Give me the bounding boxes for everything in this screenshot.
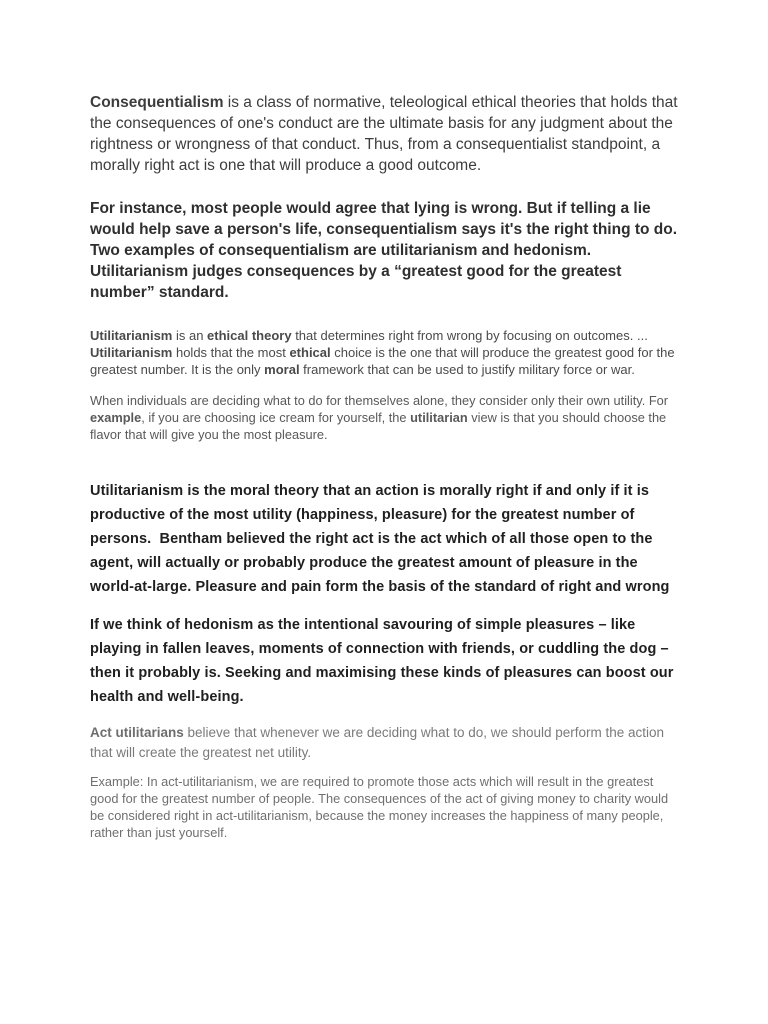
text-run: is a class of normative, teleological ethical theories that holds that the consequences of one's conduct are the ultimate basis for any judgment about the rightness or wrongness of that conduct. Thus, from a consequentialist standpoint, a morally right act is one that will produce a good outcome.	[90, 94, 678, 174]
bold-run: utilitarian	[410, 410, 468, 425]
text-run: , if you are choosing ice cream for yourself, the	[141, 410, 411, 425]
text-run: When individuals are deciding what to do for themselves alone, they consider only their own utility. For	[90, 393, 669, 408]
bold-run: consequentialism	[326, 221, 458, 238]
bold-run: moral	[264, 362, 300, 377]
paragraph-utilitarianism-moral-theory	[90, 479, 678, 599]
paragraph-utilitarianism-ethical-theory	[90, 327, 678, 378]
bold-run: Act utilitarians	[90, 725, 184, 740]
text-run: For instance, most people would agree that lying is wrong. But if telling a lie would help save a person's life,	[90, 200, 651, 238]
text-run: view is that you should choose the flavor that will give you the most pleasure.	[90, 410, 667, 442]
bold-run: ethical theory	[207, 328, 292, 343]
text-run: as the intentional savouring of simple pleasures – like playing in fallen leaves, moments of connection with friends, or cuddling the dog – then it probably is. Seeking and maximising these kinds of pleasures can boost our health and well-being.	[90, 617, 674, 705]
bold-run: hedonism	[184, 617, 254, 633]
paragraph-consequentialism-example	[90, 198, 678, 303]
bold-run: consequentialism	[218, 242, 350, 259]
text-run: is the moral theory that an action is morally right if and only if it is productive of the most utility (happiness, pleasure) for the greatest number of persons. Bentham believed the right act is the act which of all those open to the agent, will actually or probably produce the greatest amount of pleasure in the world-at-large. Pleasure and pain form the basis of the standard of right and wrong	[90, 483, 670, 595]
text-run: Example: In act-utilitarianism, we are required to promote those acts which will result in the greatest good for the greatest number of people. The consequences of the act of giving money to charity would be considered right in act-utilitarianism, because the money increases the happiness of many people, rather than just yourself.	[90, 774, 669, 840]
text-run: believe that whenever we are deciding what to do, we should perform the action that will create the greatest net utility.	[90, 725, 665, 760]
bold-run: ethical	[289, 345, 331, 360]
text-run: holds that the most	[172, 345, 290, 360]
paragraph-hedonism	[90, 613, 678, 709]
paragraph-consequentialism-definition	[90, 92, 678, 176]
bold-run: Utilitarianism	[90, 328, 173, 343]
bold-run: examples	[124, 242, 195, 259]
paragraph-individual-utility	[90, 392, 678, 443]
text-run: If we think of	[90, 617, 185, 633]
bold-run: example	[90, 410, 142, 425]
bold-run: Utilitarianism	[90, 345, 173, 360]
paragraph-act-utilitarians	[90, 723, 678, 763]
text-run: choice is the one that will produce the greatest good for the greatest number. It is the only	[90, 345, 675, 377]
paragraph-act-utilitarianism-example	[90, 773, 678, 841]
document-body	[90, 92, 678, 841]
text-run: says it's the right thing to do. Two	[90, 221, 678, 259]
text-run: is an	[172, 328, 208, 343]
text-run: are utilitarianism and hedonism. Utilitarianism judges consequences by a “greatest good for the greatest number” standard.	[90, 242, 622, 301]
text-run: that determines right from wrong by focusing on outcomes. ...	[291, 328, 648, 343]
text-run: of	[194, 242, 219, 259]
bold-run: Consequentialism	[90, 94, 224, 111]
bold-run: Utilitarianism	[90, 483, 184, 499]
text-run: framework that can be used to justify military force or war.	[299, 362, 635, 377]
